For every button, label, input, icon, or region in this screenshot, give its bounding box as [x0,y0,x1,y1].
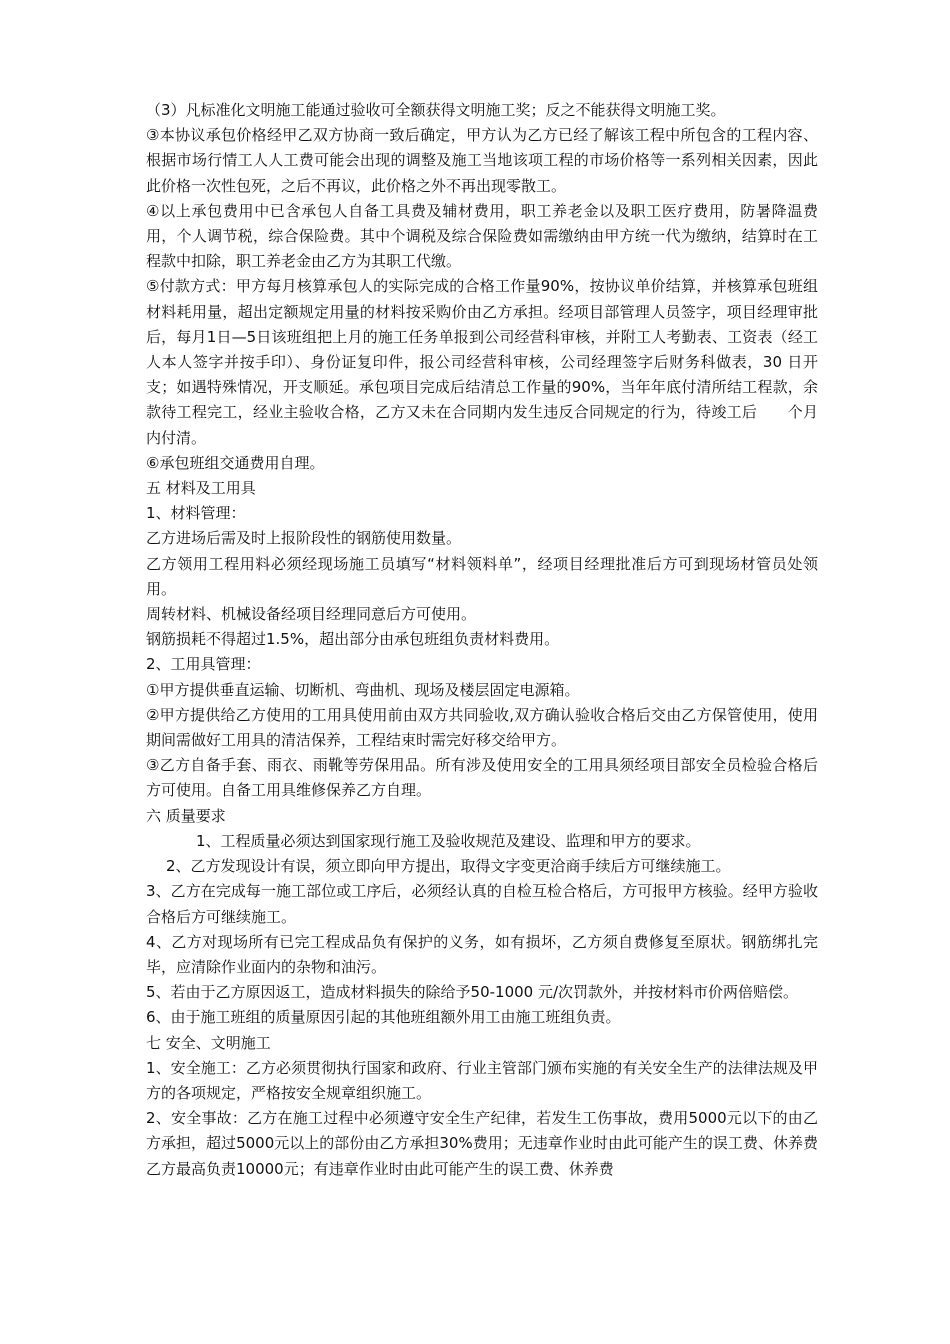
subheading-material-management: 1、材料管理： [146,504,246,523]
paragraph-payment-method: ⑤付款方式：甲方每月核算承包人的实际完成的合格工作量90%，按协议单价结算，并核算承包班组材料耗用量，超出定额规定用量的材料按采购价由乙方承担。经项目部管理人员签字，项目经理审批后，每月1日—5日该班组把上月的施工任务单报到公司经营科审核，并附工人考勤表、工资表（经工人本人签字并按手印）、身份证复印件，报公司经营科审核，公司经理签字后财务科做表，30 日开支；如遇特殊情况，开支顺延。承包项目完成后结清总工作量的90%，当年年底付清所结工程款，余款待工程完工，经业主验收合格，乙方又未在合同期内发生违反合同规定的行为，待竣工后 个月内付清。 [146,277,818,447]
subheading-tool-management: 2、工用具管理： [146,655,261,674]
paragraph-rebar-report: 乙方进场后需及时上报阶段性的钢筋使用数量。 [146,529,462,548]
paragraph-contract-price: ③本协议承包价格经甲乙双方协商一致后确定，甲方认为乙方已经了解该工程中所包含的工程内容、根据市场行情工人人工费可能会出现的调整及施工当地该项工程的市场价格等一系列相关因素，因此此价格一次性包死，之后不再议，此价格之外不再出现零散工。 [146,126,818,195]
paragraph-tools-provided: ①甲方提供垂直运输、切断机、弯曲机、现场及楼层固定电源箱。 [146,680,580,699]
paragraph-rebar-loss: 钢筋损耗不得超过1.5%，超出部分由承包班组负责材料费用。 [146,630,560,649]
paragraph-extra-labor: 6、由于施工班组的质量原因引起的其他班组额外用工由施工班组负责。 [146,1008,621,1027]
paragraph-civilized-award: （3）凡标准化文明施工能通过验收可全额获得文明施工奖；反之不能获得文明施工奖。 [146,101,726,119]
paragraph-design-error: 2、乙方发现设计有误，须立即向甲方提出，取得文字变更洽商手续后方可继续施工。 [166,857,731,876]
paragraph-product-protection: 4、乙方对现场所有已完工程成品负有保护的义务，如有损坏，乙方须自费修复至原状。钢筋绑扎完毕，应清除作业面内的杂物和油污。 [146,932,818,976]
section-heading-safety: 七 安全、文明施工 [146,1033,271,1052]
document-body [146,98,818,1182]
paragraph-self-inspection: 3、乙方在完成每一施工部位或工序后，必须经认真的自检互检合格后，方可报甲方核验。经甲方验收合格后方可继续施工。 [146,882,818,926]
paragraph-rework-penalty: 5、若由于乙方原因返工，造成材料损失的除给予50-1000 元/次罚款外，并按材料市价两倍赔偿。 [146,983,799,1002]
paragraph-quality-standard: 1、工程质量必须达到国家现行施工及验收规范及建设、监理和甲方的要求。 [196,831,701,850]
paragraph-transport-cost: ⑥承包班组交通费用自理。 [146,453,325,472]
paragraph-protective-gear: ③乙方自备手套、雨衣、雨靴等劳保用品。所有涉及使用安全的工用具须经项目部安全员检验合格后方可使用。自备工用具维修保养乙方自理。 [146,756,818,800]
paragraph-equipment-use: 周转材料、机械设备经项目经理同意后方可使用。 [146,605,477,624]
section-heading-quality: 六 质量要求 [146,806,226,825]
paragraph-material-requisition: 乙方领用工程用料必须经现场施工员填写“材料领料单”，经项目经理批准后方可到现场材管员处领用。 [146,554,818,598]
paragraph-tools-acceptance: ②甲方提供给乙方使用的工用具使用前由双方共同验收,双方确认验收合格后交由乙方保管使用，使用期间需做好工用具的清洁保养，工程结束时需完好移交给甲方。 [146,705,818,750]
paragraph-safe-construction: 1、安全施工：乙方必须贯彻执行国家和政府、行业主管部门颁布实施的有关安全生产的法律法规及甲方的各项规定，严格按安全规章组织施工。 [146,1058,818,1102]
paragraph-safety-accident: 2、安全事故：乙方在施工过程中必须遵守安全生产纪律，若发生工伤事故，费用5000元以下的由乙方承担，超过5000元以上的部份由乙方承担30%费用；无违章作业时由此可能产生的误工费、休养费乙方最高负责10000元；有违章作业时由此可能产生的误工费、休养费 [146,1109,818,1178]
section-heading-materials: 五 材料及工用具 [146,479,256,498]
paragraph-included-costs: ④以上承包费用中已含承包人自备工具费及辅材费用，职工养老金以及职工医疗费用，防暑降温费用，个人调节税，综合保险费。其中个调税及综合保险费如需缴纳由甲方统一代为缴纳，结算时在工程款中扣除，职工养老金由乙方为其职工代缴。 [146,201,818,271]
